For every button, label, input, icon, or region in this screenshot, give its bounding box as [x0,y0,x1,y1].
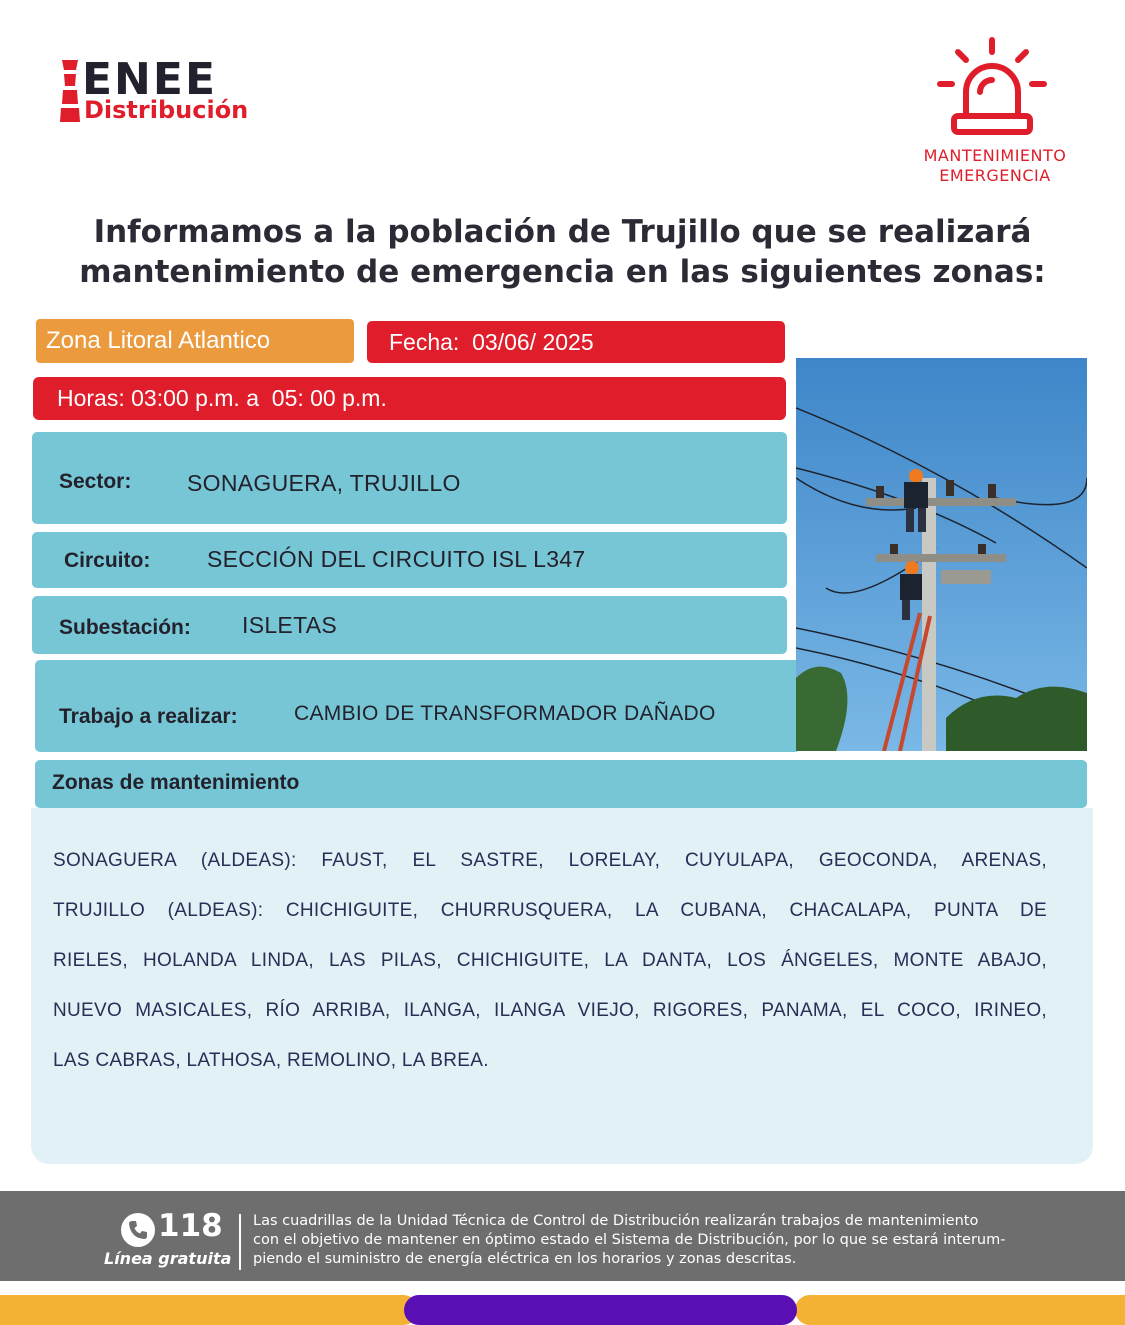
phone-number[interactable]: 118 [158,1208,223,1244]
headline-line-2: mantenimiento de emergencia en las siguientes zonas: [79,254,1046,290]
horas-value: 03:00 p.m. a 05: 00 p.m. [131,385,387,411]
subestacion-row [32,596,787,654]
headline [20,212,1105,292]
trabajo-label: Trabajo a realizar: [59,705,238,728]
disclaimer-line-1: Las cuadrillas de la Unidad Técnica de Control de Distribución realizarán trabajos de mantenimiento [253,1213,979,1229]
fecha-pill [367,321,785,363]
circuito-value: SECCIÓN DEL CIRCUITO ISL L347 [207,546,586,572]
trabajo-value: CAMBIO DE TRANSFORMADOR DAÑADO [294,702,716,725]
horas-pill [33,377,786,420]
zonas-title: Zonas de mantenimiento [52,771,300,794]
bottom-bar-orange-right [795,1295,1125,1325]
zona-pill [36,319,354,363]
headline-line-1: Informamos a la población de Trujillo que se realizará [93,214,1032,250]
logo-tower-mark [58,60,80,122]
footer-divider [239,1214,241,1270]
zonas-line-1: SONAGUERA (ALDEAS): FAUST, EL SASTRE, LORELAY, CUYULAPA, GEOCONDA, ARENAS, [53,850,1047,871]
lineworkers-photo [796,358,1087,751]
disclaimer-line-2: con el objetivo de mantener en óptimo estado el Sistema de Distribución, por lo que se estará interum- [253,1232,1006,1248]
zona-text: Zona Litoral Atlantico [46,327,271,354]
zonas-panel [31,808,1093,1164]
phone-icon [121,1213,155,1247]
trabajo-row [35,660,800,752]
sector-label: Sector: [59,470,132,493]
horas-label: Horas: [57,385,125,411]
logo-enee-text: ENEE [82,54,217,105]
circuito-label: Circuito: [64,549,151,572]
phone-label: Línea gratuita [104,1249,232,1268]
badge-line-2: EMERGENCIA [939,166,1051,185]
sector-value: SONAGUERA, TRUJILLO [187,470,461,496]
logo-distribucion-text: Distribución [84,96,249,124]
zonas-line-2: TRUJILLO (ALDEAS): CHICHIGUITE, CHURRUSQUERA, LA CUBANA, CHACALAPA, PUNTA DE [53,900,1047,921]
subestacion-label: Subestación: [59,616,191,639]
siren-icon [936,36,1048,138]
circuito-row [32,532,787,588]
subestacion-value: ISLETAS [242,612,337,638]
sector-row [32,432,787,524]
fecha-label: Fecha: [389,328,460,355]
bottom-bar-orange-left [0,1295,418,1325]
zonas-line-4: NUEVO MASICALES, RÍO ARRIBA, ILANGA, ILANGA VIEJO, RIGORES, PANAMA, EL COCO, IRINEO, [53,1000,1047,1021]
fecha-value: 03/06/ 2025 [472,328,594,355]
badge-line-1: MANTENIMIENTO [923,146,1067,165]
zonas-line-3: RIELES, HOLANDA LINDA, LAS PILAS, CHICHIGUITE, LA DANTA, LOS ÁNGELES, MONTE ABAJO, [53,950,1047,971]
footer-disclaimer [253,1212,1053,1269]
zonas-line-5: LAS CABRAS, LATHOSA, REMOLINO, LA BREA. [53,1050,489,1071]
enee-logo [58,56,288,126]
bottom-bar-purple [404,1295,797,1325]
zonas-header [35,760,1087,808]
disclaimer-line-3: piendo el suministro de energía eléctrica en los horarios y zonas descritas. [253,1251,797,1267]
